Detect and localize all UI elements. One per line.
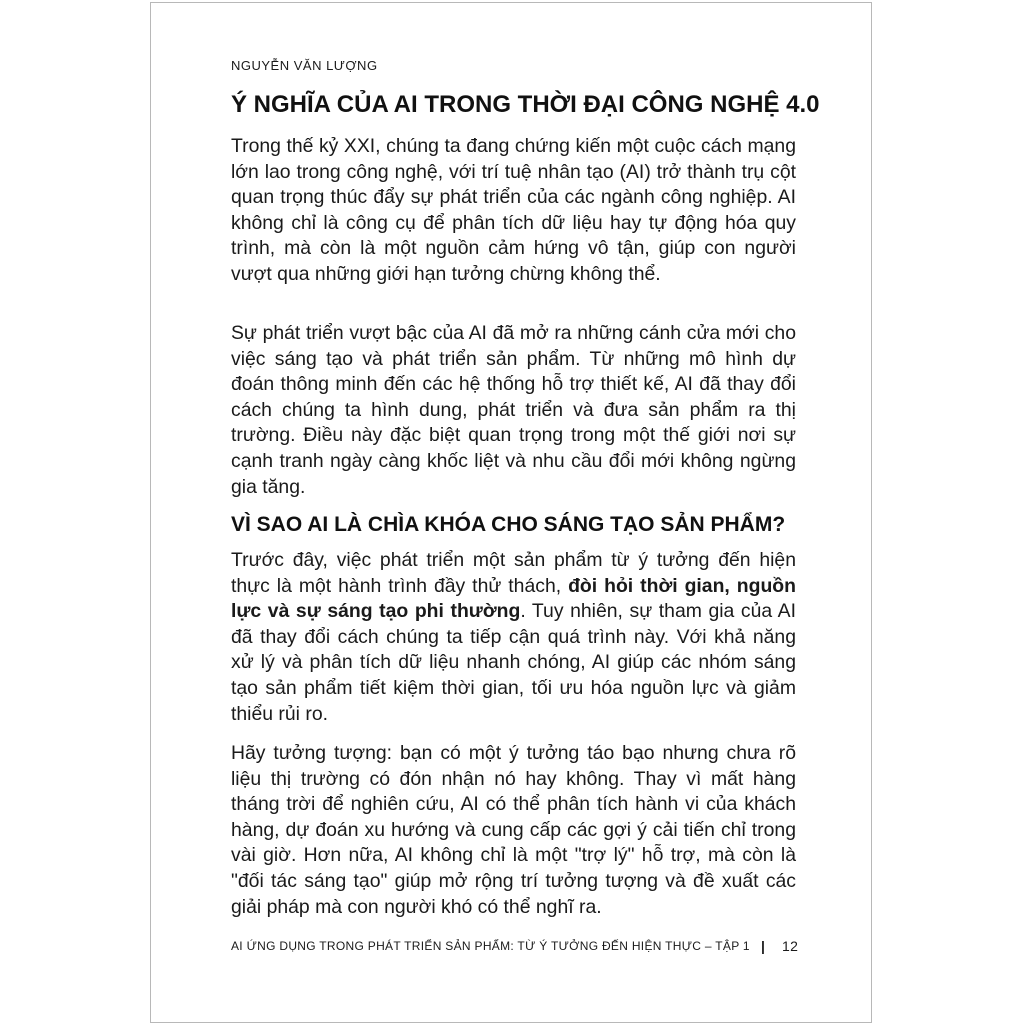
body-paragraph-2: Sự phát triển vượt bậc của AI đã mở ra những cánh cửa mới cho việc sáng tạo và phát triển sản phẩm. Từ những mô hình dự đoán thông minh đến các hệ thống hỗ trợ thiết kế, AI đã thay đổi cách chúng ta hình dung, phát triển và đưa sản phẩm ra thị trường. Điều này đặc biệt quan trọng trong một thế giới nơi sự cạnh tranh ngày càng khốc liệt và nhu cầu đổi mới không ngừng gia tăng. [231,322,796,498]
paragraph-3-text-end: . Tuy nhiên, sự tham gia của AI đã thay đổi cách chúng ta tiếp cận quá trình này. Với khả năng xử lý và phân tích dữ liệu nhanh chóng, AI giúp các nhóm sáng tạo sản phẩm tiết kiệm thời gian, tối ưu hóa nguồn lực và giảm thiểu rủi ro. [231,600,797,725]
paragraph-3-text-start: Trước đây, việc phát triển một sản phẩm từ ý tưởng đến hiện thực là một hành trình đầy thử thách, [231,549,796,597]
section-heading-ai-meaning: Ý NGHĨA CỦA AI TRONG THỜI ĐẠI CÔNG NGHỆ 4.0 [231,91,820,118]
footer-separator: | [761,938,766,954]
body-paragraph-3 [231,548,796,727]
page-number: 12 [782,938,799,954]
book-page [150,2,872,1023]
footer-book-title: AI ỨNG DỤNG TRONG PHÁT TRIỂN SẢN PHẨM: TỪ Ý TƯỞNG ĐẾN HIỆN THỰC – TẬP 1 [231,939,750,953]
body-paragraph-1: Trong thế kỷ XXI, chúng ta đang chứng kiến một cuộc cách mạng lớn lao trong công nghệ, với trí tuệ nhân tạo (AI) trở thành trụ cột quan trọng thúc đẩy sự phát triển của các ngành công nghiệp. AI không chỉ là công cụ để phân tích dữ liệu hay tự động hóa quy trình, mà còn là một nguồn cảm hứng vô tận, giúp con người vượt qua những giới hạn tưởng chừng không thể. [231,135,796,285]
running-header-author: NGUYỄN VĂN LƯỢNG [231,58,378,73]
paragraph-3-bold-emphasis: đòi hỏi thời gian, nguồn lực và sự sáng tạo phi thường [231,574,796,623]
section-heading-why-ai: VÌ SAO AI LÀ CHÌA KHÓA CHO SÁNG TẠO SẢN PHẨM? [231,513,786,536]
body-paragraph-4: Hãy tưởng tượng: bạn có một ý tưởng táo bạo nhưng chưa rõ liệu thị trường có đón nhận nó hay không. Thay vì mất hàng tháng trời để nghiên cứu, AI có thể phân tích hành vi của khách hàng, dự đoán xu hướng và cung cấp các gợi ý cải tiến chỉ trong vài giờ. Hơn nữa, AI không chỉ là một "trợ lý" hỗ trợ, mà còn là "đối tác sáng tạo" giúp mở rộng trí tưởng tượng và đề xuất các giải pháp mà con người khó có thể nghĩ ra. [231,742,796,918]
